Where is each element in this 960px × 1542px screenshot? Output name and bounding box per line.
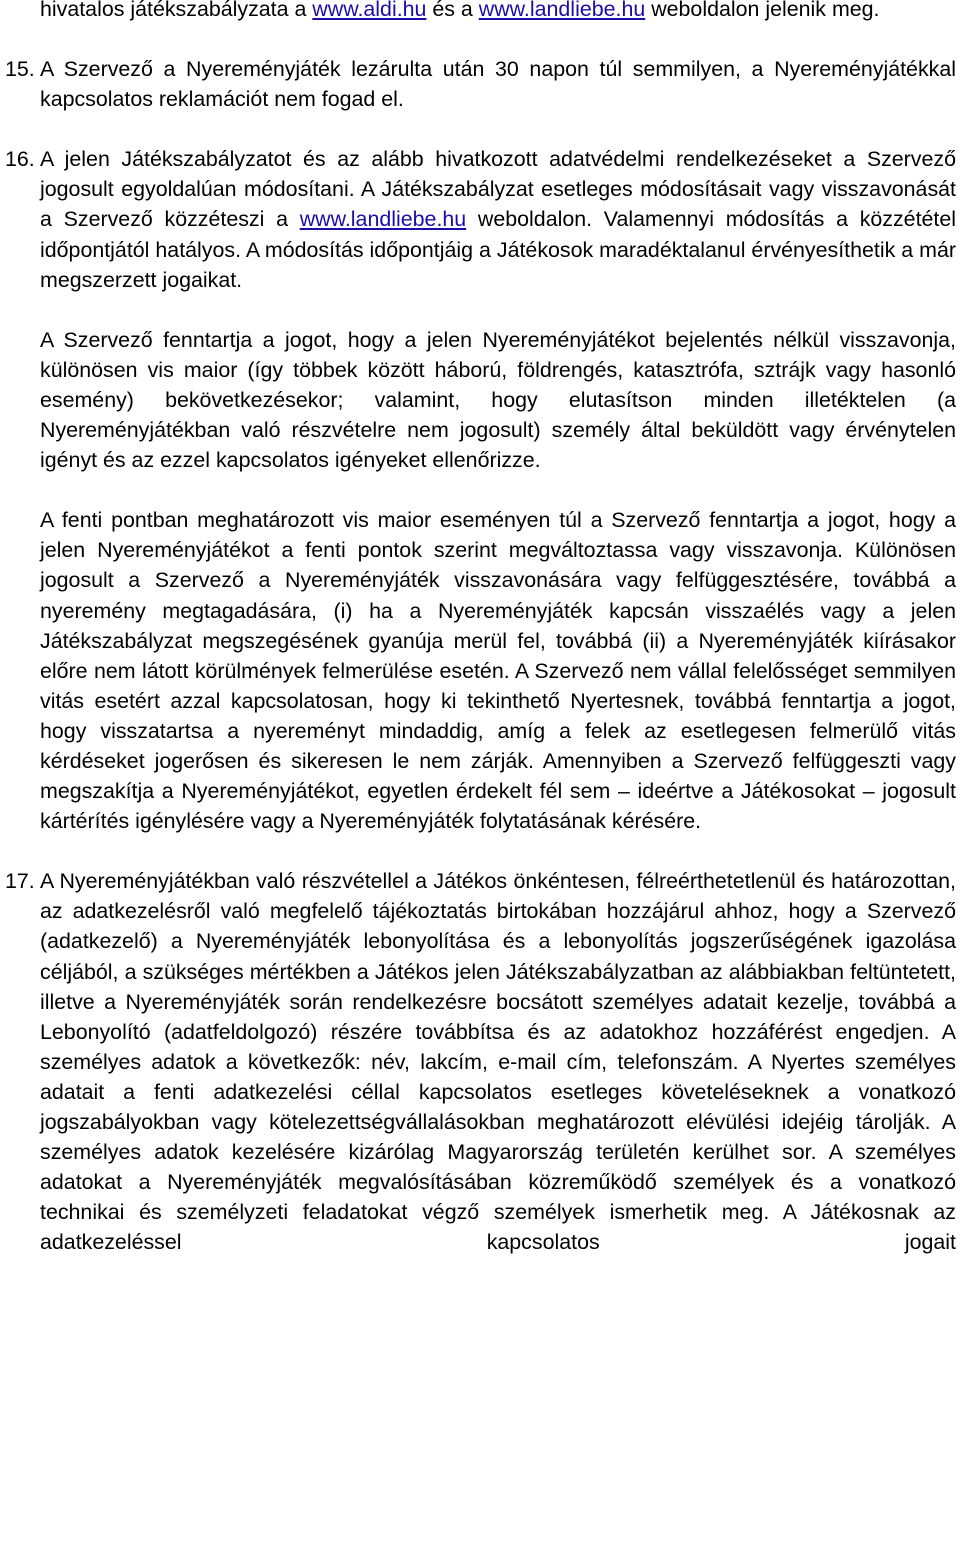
- item-16-text-1: A jelen Játékszabályzatot és az alább hivatkozott adatvédelmi rendelkezéseket a Szervező jogosult egyoldalúan módosítani. A Játékszabályzat esetleges módosításait vagy visszavonását a Szervező közzéteszi a: [40, 147, 956, 232]
- item-16-text-2: weboldalon. Valamennyi módosítás a közzététel időpontjától hatályos. A módosítás időpontjáig a Játékosok maradéktalanul érvényesíthetik a már megszerzett jogaikat.: [40, 207, 957, 292]
- intro-paragraph: [40, 0, 956, 24]
- intro-text-3: weboldalon jelenik meg.: [645, 0, 880, 21]
- item-17-text: A Nyereményjátékban való részvétellel a Játékos önkéntesen, félreérthetetlenül és határozottan, az adatkezelésről való megfelelő tájékoztatás birtokában hozzájárul ahhoz, hogy a Szervező (adatkezelő) a Nyereményjáték lebonyolítása és a lebonyolítás jogszerűségének igazolása céljából, a szükséges mértékben a Játékos jelen Játékszabályzatban az alábbiakban feltüntetett, illetve a Nyereményjáték során rendelkezésre bocsátott személyes adatait kezelje, továbbá a Lebonyolító (adatfeldolgozó) részére továbbítsa és az adatokhoz hozzáférést engedjen. A személyes adatok a következők: név, lakcím, e-mail cím, telefonszám. A Nyertes személyes adatait a fenti adatkezelési céllal kapcsolatos esetleges követeléseknek a vonatkozó jogszabályokban vagy kötelezettségvállalásokban meghatározott elévülési idejéig tárolják. A személyes adatok kezelésére kizárólag Magyarország területén kerülhet sor. A személyes adatokat a Nyereményjáték megvalósításában közreműködő személyek és a vonatkozó technikai és személyzeti feladatokat végző személyek ismerhetik meg. A Játékosnak az adatkezeléssel kapcsolatos jogait: [40, 869, 956, 1255]
- item-number: 16.: [5, 147, 35, 172]
- list-item-15: [5, 54, 956, 114]
- landliebe-link[interactable]: www.landliebe.hu: [478, 0, 646, 21]
- landliebe-link-2[interactable]: www.landliebe.hu: [299, 207, 467, 232]
- item-number: 15.: [5, 57, 35, 82]
- list-item-17: [5, 866, 956, 1257]
- aldi-link[interactable]: www.aldi.hu: [312, 0, 427, 21]
- vis-maior-paragraph: A Szervező fenntartja a jogot, hogy a jelen Nyereményjátékot bejelentés nélkül visszavonja, különösen vis maior (így többek között háború, földrengés, katasztrófa, sztrájk vagy hasonló esemény) bekövetkezésekor; valamint, hogy elutasítson minden illetéktelen (a Nyereményjátékban való részvételre nem jogosult) személy által beküldött vagy érvénytelen igényt és az ezzel kapcsolatos igényeket ellenőrizze.: [40, 327, 956, 473]
- list-item-16: [5, 144, 957, 294]
- document-page: [5, 0, 957, 1257]
- intro-text-2: és a: [426, 0, 479, 21]
- item-number: 17.: [5, 869, 35, 894]
- item-15-text: A Szervező a Nyereményjáték lezárulta után 30 napon túl semmilyen, a Nyereményjátékkal kapcsolatos reklamációt nem fogad el.: [40, 57, 956, 112]
- intro-text-1: hivatalos játékszabályzata a: [40, 0, 313, 21]
- fenti-paragraph: A fenti pontban meghatározott vis maior eseményen túl a Szervező fenntartja a jogot, hogy a jelen Nyereményjátékot a fenti pontok szerint megváltoztassa vagy visszavonja. Különösen jogosult a Szervező a Nyereményjáték visszavonására vagy felfüggesztésére, továbbá a nyeremény megtagadására, (i) ha a Nyereményjáték kapcsán visszaélés vagy a jelen Játékszabályzat megszegésének gyanúja merül fel, továbbá (ii) a Nyereményjáték kiírásakor előre nem látott körülmények felmerülése esetén. A Szervező nem vállal felelősséget semmilyen vitás esetért azzal kapcsolatosan, hogy ki tekinthető Nyertesnek, továbbá fenntartja a jogot, hogy visszatartsa a nyereményt mindaddig, amíg a felek az esetlegesen felmerülő vitás kérdéseket jogerősen és sikeresen le nem zárják. Amennyiben a Szervező felfüggeszti vagy megszakítja a Nyereményjátékot, egyetlen érdekelt fél sem – ideértve a Játékosokat – jogosult kártérítés igénylésére vagy a Nyereményjáték folytatásának kérésére.: [40, 508, 956, 834]
